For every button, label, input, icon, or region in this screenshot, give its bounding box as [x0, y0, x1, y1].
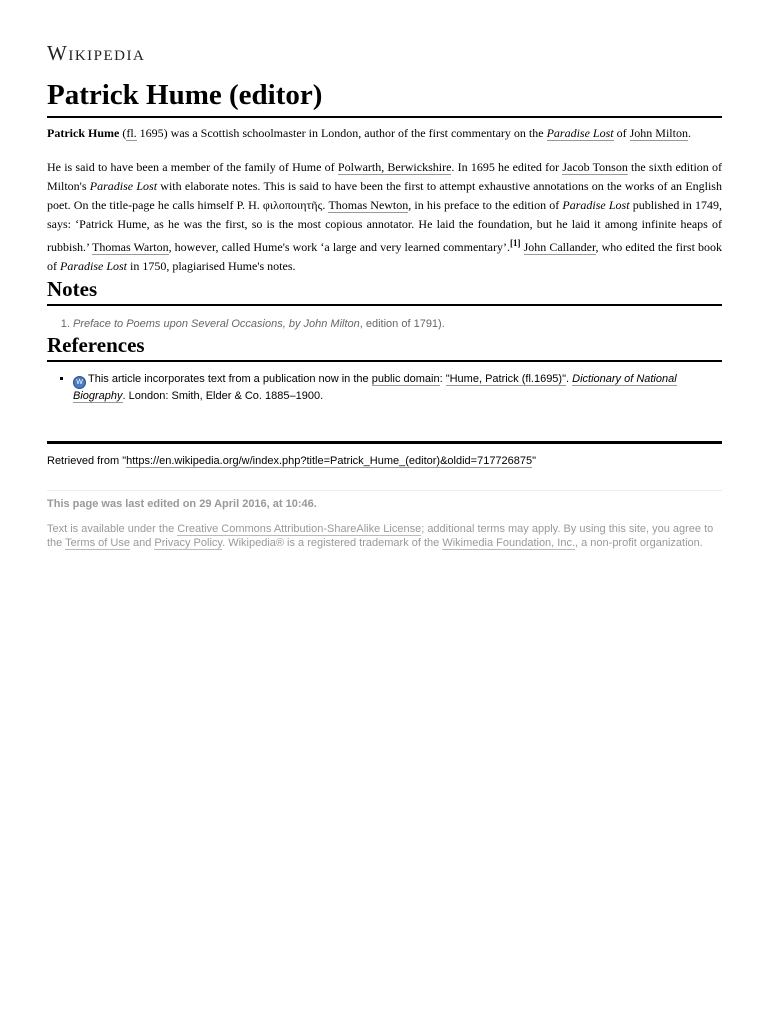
public-domain-globe-icon: W — [73, 376, 86, 389]
reference-1-link[interactable]: [1] — [509, 238, 521, 248]
floruit-link[interactable]: fl. — [126, 126, 137, 140]
page-title: Patrick Hume (editor) — [47, 78, 722, 118]
thomas-warton-link[interactable]: Thomas Warton — [92, 240, 169, 254]
permanent-link[interactable]: https://en.wikipedia.org/w/index.php?title=Patrick_Hume_(editor)&oldid=717726875 — [126, 455, 533, 467]
wikipedia-wordmark: Wikipedia — [47, 41, 146, 65]
biography-paragraph: He is said to have been a member of the family of Hume of Polwarth, Berwickshire. In 1695 he edited for Jacob Tonson the sixth edition of Milton's Paradise Lost with elaborate notes. This is said to have been the first to attempt exhaustive annotations on the works of an English poet. On the title-page he calls himself P. H. φιλοποιητῆς. Thomas Newton, in his preface to the edition of Paradise Lost published in 1749, says: ‘Patrick Hume, as he was the first, so is the most copious annotator. He laid the foundation, but he laid it among infinite heaps of rubbish.’ Thomas Warton, however, called Hume's work ‘a large and very learned commentary’.[1] John Callander, who edited the first book of Paradise Lost in 1750, plagiarised Hume's notes. — [47, 160, 723, 273]
wikimedia-foundation-link[interactable]: Wikimedia Foundation, Inc. — [442, 537, 576, 549]
references-heading: References — [47, 332, 722, 362]
john-callander-link[interactable]: John Callander — [523, 240, 596, 254]
john-milton-link[interactable]: John Milton — [629, 126, 688, 140]
notes-list — [47, 316, 722, 332]
footer-divider — [47, 441, 722, 444]
thomas-newton-link[interactable]: Thomas Newton — [328, 198, 409, 212]
polwarth-link[interactable]: Polwarth, Berwickshire — [337, 160, 452, 174]
subject-name: Patrick Hume — [47, 126, 120, 140]
terms-of-use-link[interactable]: Terms of Use — [65, 537, 130, 549]
last-edited: This page was last edited on 29 April 2016, at 10:46. — [47, 498, 317, 510]
footer-separator — [47, 490, 722, 491]
dnb-article-link[interactable]: "Hume, Patrick (fl.1695)" — [445, 373, 566, 385]
jacob-tonson-link[interactable]: Jacob Tonson — [562, 160, 628, 174]
cc-license-link[interactable]: Creative Commons Attribution-ShareAlike License — [177, 523, 422, 535]
note-item: 1. Preface to Poems upon Several Occasions, by John Milton, edition of 1791). — [73, 316, 722, 332]
intro-paragraph: Patrick Hume (fl. 1695) was a Scottish schoolmaster in London, author of the first commentary on the Paradise Lost of John Milton. — [47, 126, 691, 140]
article — [47, 40, 722, 550]
retrieved-from: Retrieved from "https://en.wikipedia.org/w/index.php?title=Patrick_Hume_(editor)&oldid=717726875" — [47, 455, 537, 467]
public-domain-link[interactable]: public domain — [371, 373, 440, 385]
paradise-lost-link[interactable]: Paradise Lost — [546, 126, 614, 140]
references-list — [47, 372, 722, 403]
reference-item: ▪ W This article incorporates text from a publication now in the public domain: "Hume, Patrick (fl.1695)". Dictionary of National Biography. London: Smith, Elder & Co. 1885–1900. — [73, 372, 722, 403]
license-text: Text is available under the Creative Commons Attribution-ShareAlike License; additional terms may apply. By using this site, you agree to the Terms of Use and Privacy Policy. Wikipedia® is a registered trademark of the Wikimedia Foundation, Inc., a non-profit organization. — [47, 523, 714, 549]
privacy-policy-link[interactable]: Privacy Policy — [154, 537, 223, 549]
dnb-link[interactable]: Dictionary of National Biography — [73, 373, 677, 402]
notes-heading: Notes — [47, 276, 722, 306]
